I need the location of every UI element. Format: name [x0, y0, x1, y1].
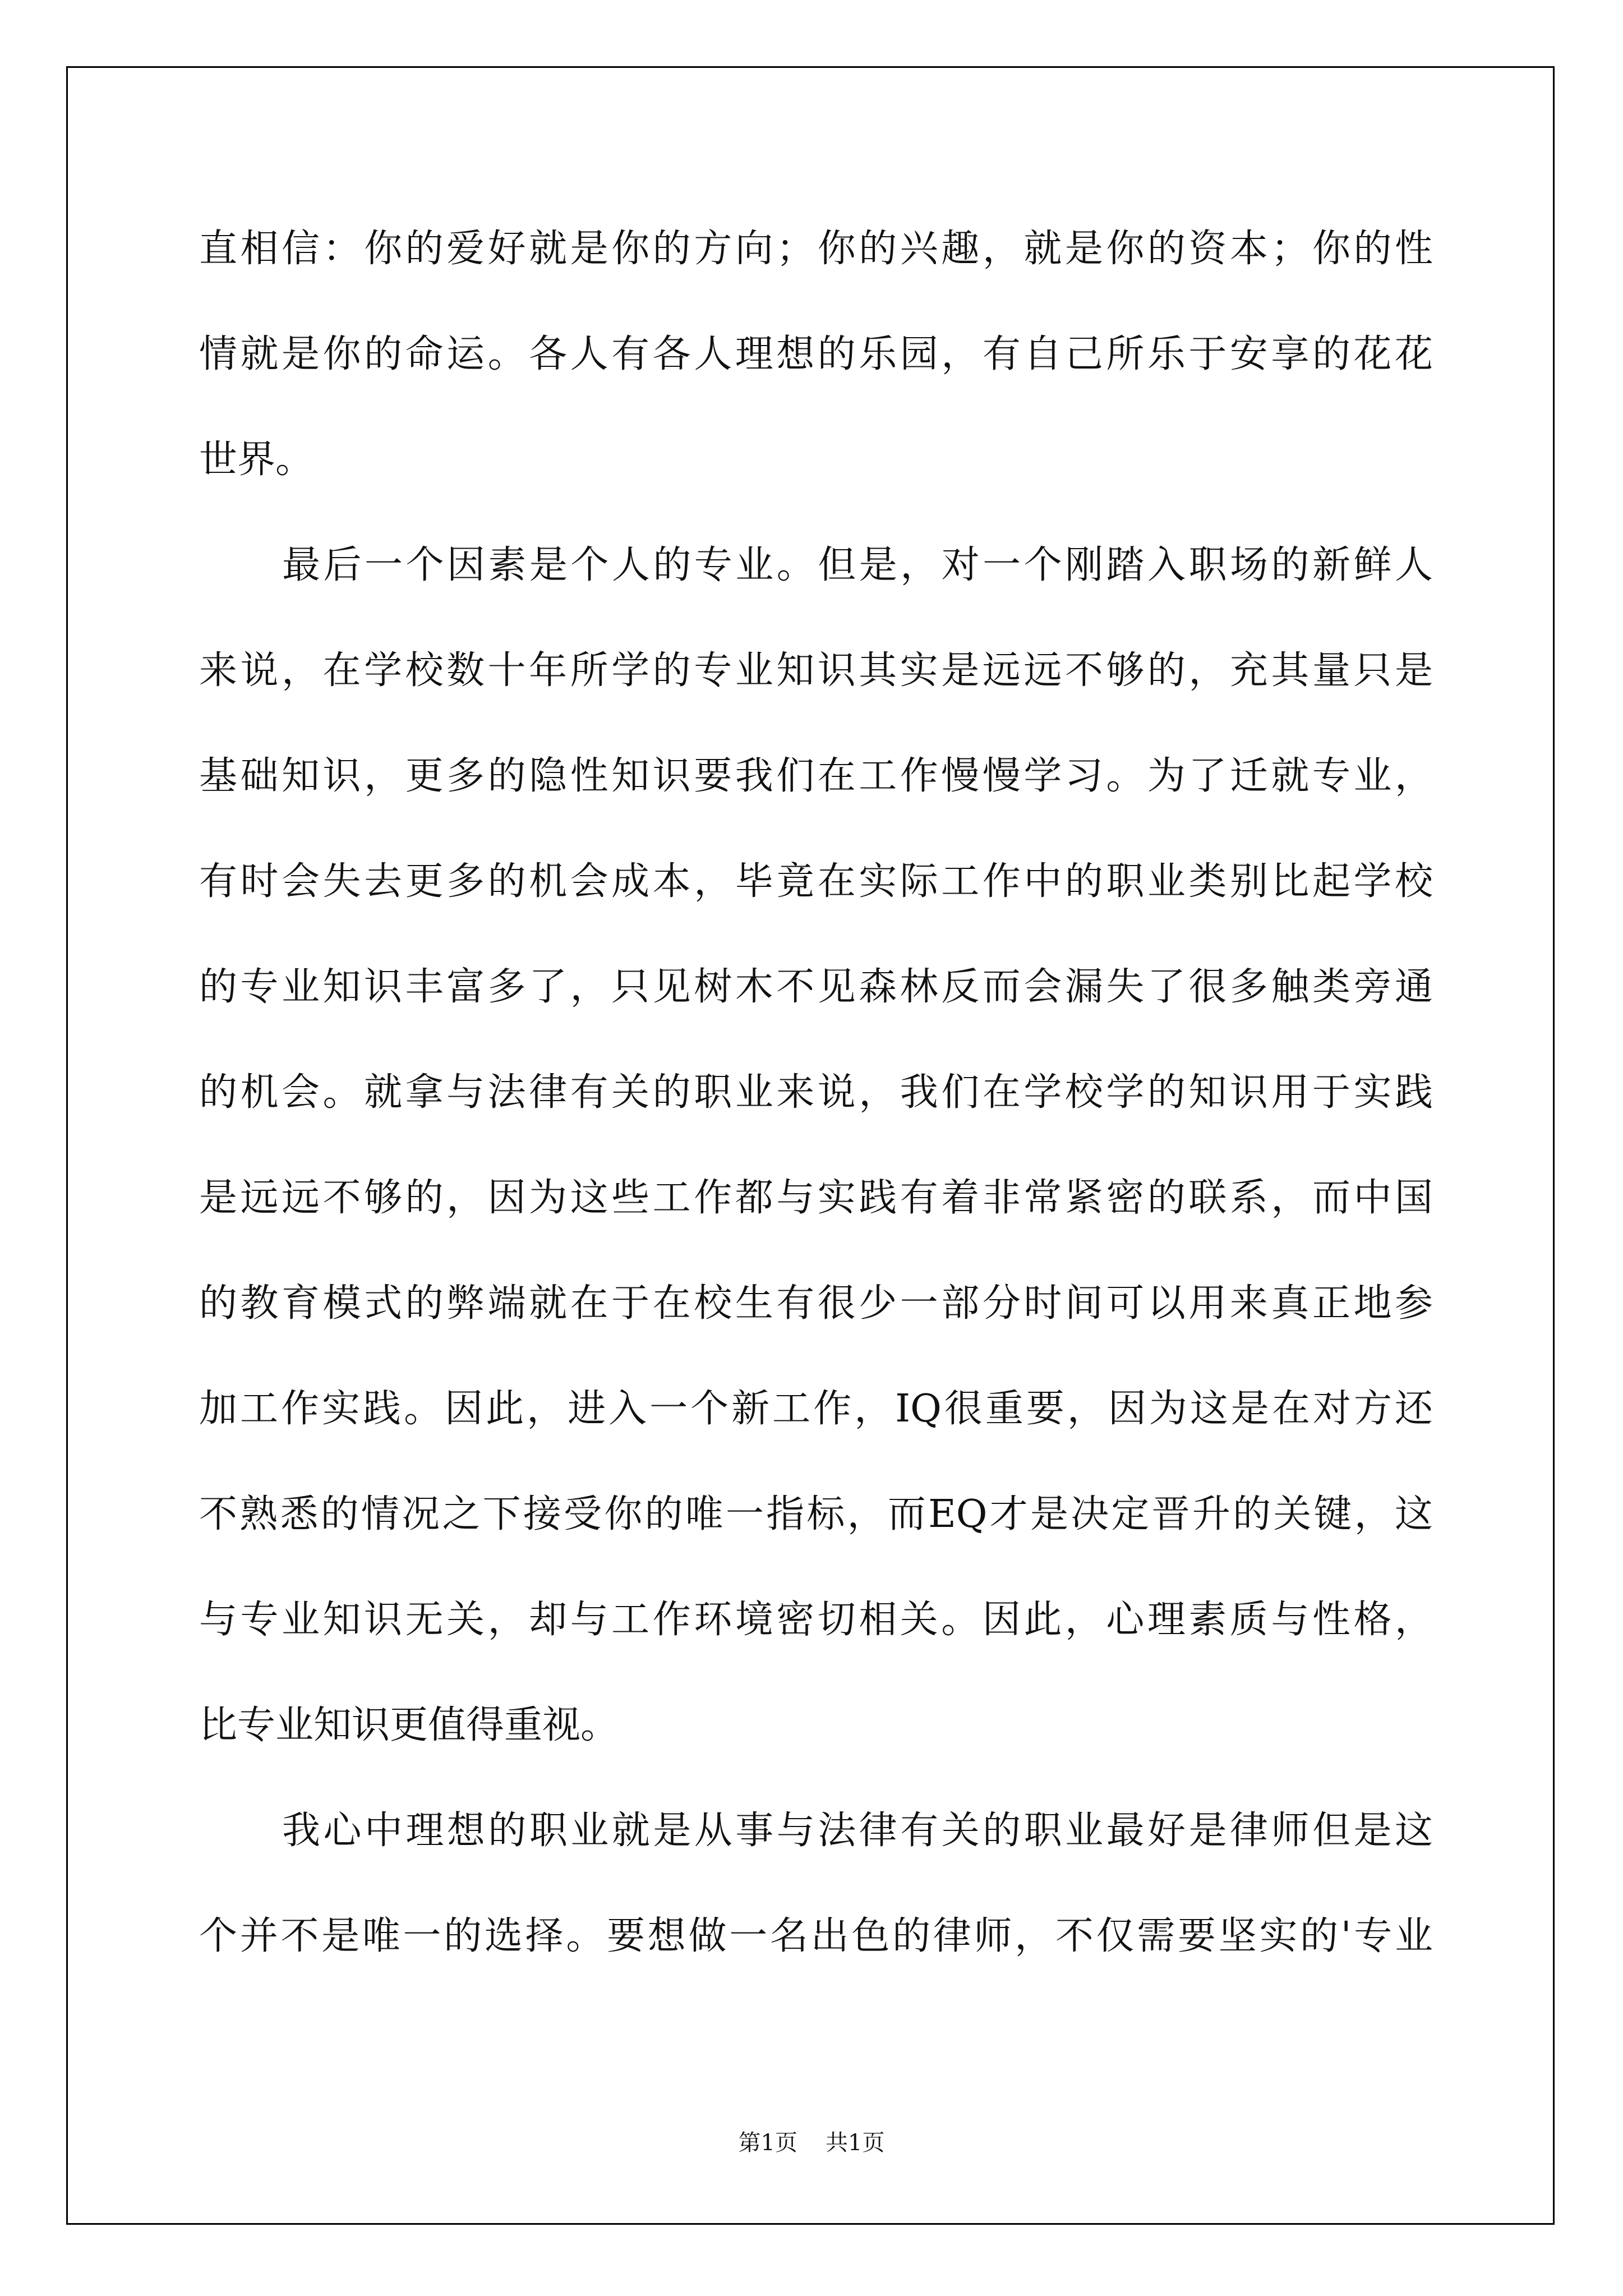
text-line: 不熟悉的情况之下接受你的唯一指标，而EQ才是决定晋升的关键，这 — [199, 1492, 1433, 1536]
text-line: 直相信：你的爱好就是你的方向；你的兴趣，就是你的资本；你的性 — [199, 227, 1433, 271]
page-number: 第1页 — [738, 2130, 797, 2156]
text-line: 最后一个因素是个人的专业。但是，对一个刚踏入职场的新鲜人 — [282, 543, 1433, 587]
text-line: 的专业知识丰富多了，只见树木不见森林反而会漏失了很多触类旁通 — [199, 965, 1433, 1009]
text-line: 个并不是唯一的选择。要想做一名出色的律师，不仅需要坚实的'专业 — [199, 1914, 1433, 1958]
text-line: 世界。 — [199, 438, 314, 482]
text-line: 有时会失去更多的机会成本，毕竟在实际工作中的职业类别比起学校 — [199, 859, 1433, 904]
text-line: 的机会。就拿与法律有关的职业来说，我们在学校学的知识用于实践 — [199, 1070, 1433, 1115]
text-line: 的教育模式的弊端就在于在校生有很少一部分时间可以用来真正地参 — [199, 1281, 1433, 1326]
page-footer — [0, 2126, 1623, 2160]
text-line: 比专业知识更值得重视。 — [199, 1703, 619, 1747]
text-line: 来说，在学校数十年所学的专业知识其实是远远不够的，充其量只是 — [199, 648, 1433, 693]
paragraph-2 — [199, 513, 1433, 1778]
text-line: 与专业知识无关，却与工作环境密切相关。因此，心理素质与性格， — [199, 1598, 1433, 1642]
text-line: 基础知识，更多的隐性知识要我们在工作慢慢学习。为了迁就专业， — [199, 754, 1433, 798]
paragraph-3 — [199, 1778, 1433, 1989]
text-line: 情就是你的命运。各人有各人理想的乐园，有自己所乐于安享的花花 — [199, 332, 1433, 376]
document-body — [199, 196, 1433, 1989]
paragraph-1 — [199, 196, 1433, 513]
text-line: 我心中理想的职业就是从事与法律有关的职业最好是律师但是这 — [282, 1809, 1433, 1853]
text-line: 加工作实践。因此，进入一个新工作，IQ很重要，因为这是在对方还 — [199, 1387, 1433, 1431]
text-line: 是远远不够的，因为这些工作都与实践有着非常紧密的联系，而中国 — [199, 1176, 1433, 1220]
page-total: 共1页 — [826, 2130, 885, 2156]
